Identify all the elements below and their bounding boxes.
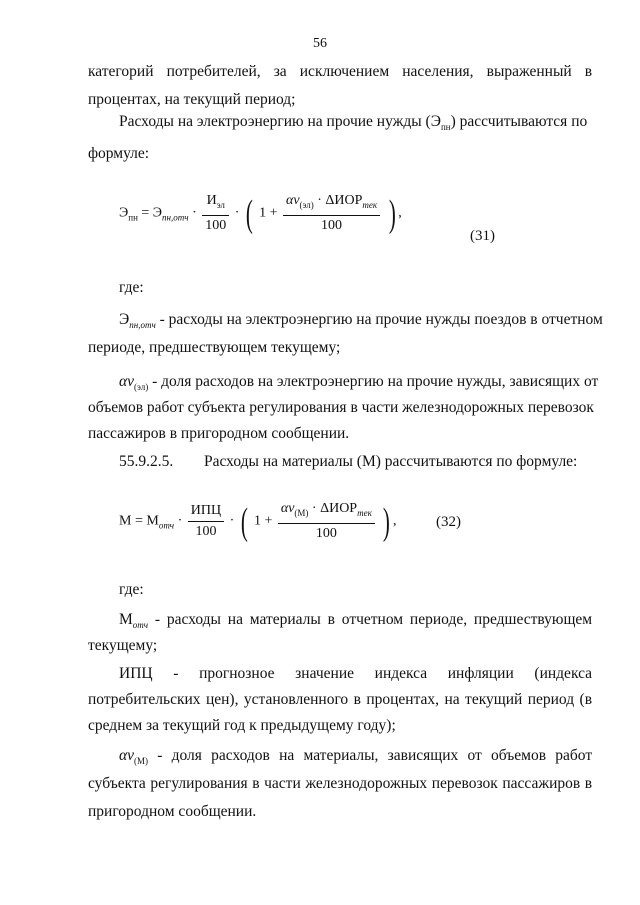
para2-line1: Расходы на электроэнергию на прочие нужды $(Э_{пн})$ рассчитываются по <box>119 113 588 132</box>
formula-32: $М = М_{отч}$ · $\frac{\text{ИПЦ}}{100}$ · ( 1 + $\frac{\alpha v_{(М)} \cdot \Delta ИОР_{тек}}{100}$ ) , <box>119 500 397 543</box>
def2-line2: объемов работ субъекта регулирования в части железнодорожных перевозок <box>88 399 594 416</box>
equation-number-31: (31) <box>470 228 495 244</box>
equation-number-32: (32) <box>436 514 461 530</box>
section-number: 55.9.2.5. <box>119 453 174 470</box>
fraction-alpha-el: $\frac{\alpha v_{(эл)} \cdot \Delta ИОР_{тек}}{100}$ <box>283 192 380 235</box>
def2-line3: пассажиров в пригородном сообщении. <box>88 425 350 442</box>
def1-line2: периоде, предшествующем текущему; <box>88 339 341 356</box>
def1-line1: $Э_{пн,отч}$ - расходы на электроэнергию на прочие нужды поездов в отчетном <box>119 311 603 330</box>
para1-line1: категорий потребителей, за исключением населения, выраженный в <box>88 63 593 80</box>
def2-line1: $\alpha v_{(эл)}$ - доля расходов на электроэнергию на прочие нужды, зависящих от <box>119 373 599 392</box>
left-paren: ( <box>245 192 253 235</box>
fraction-ipc: $\frac{\text{ИПЦ}}{100}$ <box>188 502 224 541</box>
where-label-2: где: <box>119 581 144 598</box>
fraction-alpha-m: $\frac{\alpha v_{(М)} \cdot \Delta ИОР_{тек}}{100}$ <box>278 500 375 543</box>
right-paren: ) <box>383 500 391 543</box>
def3-line1: $М_{отч}$ - расходы на материалы в отчетном периоде, предшествующем <box>119 611 593 630</box>
def4-line3: среднем за текущий год к предыдущему году); <box>88 717 396 734</box>
left-paren: ( <box>240 500 248 543</box>
def4-line2: потребительских цен), установленного в процентах, на текущий период (в <box>88 691 593 708</box>
where-label-1: где: <box>119 279 144 296</box>
def5-line2: субъекта регулирования в части железнодорожных перевозок пассажиров в <box>88 775 593 792</box>
page-number: 56 <box>313 36 327 51</box>
fraction-i-el: $\frac{И_{эл}}{100}$ <box>202 192 229 235</box>
def4-line1: ИПЦ - прогнозное значение индекса инфляции (индекса <box>119 665 593 682</box>
def5-line3: пригородном сообщении. <box>88 803 257 820</box>
right-paren: ) <box>388 192 396 235</box>
para2-line2: формуле: <box>88 145 150 162</box>
def5-line1: $\alpha v_{(М)}$ - доля расходов на материалы, зависящих от объемов работ <box>119 747 593 766</box>
def3-line2: текущему; <box>88 637 158 654</box>
formula-31: $Э_{пн} = Э_{пн,отч}$ · $\frac{И_{эл}}{100}$ · ( 1 + $\frac{\alpha v_{(эл)} \cdot \Delta ИОР_{тек}}{100}$ ) , <box>119 192 402 235</box>
section-text: Расходы на материалы (М) рассчитываются по формуле: <box>204 453 578 470</box>
para1-line2: процентах, на текущий период; <box>88 91 296 108</box>
